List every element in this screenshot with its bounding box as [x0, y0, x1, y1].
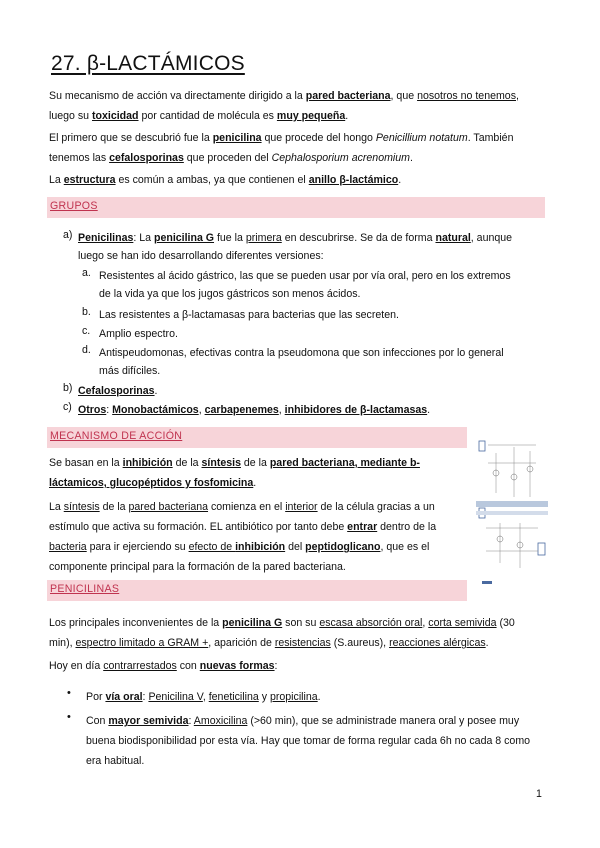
- section-header-grupos: [47, 197, 545, 218]
- emphasis: entrar: [347, 521, 378, 533]
- text: , aparición de: [208, 637, 275, 649]
- intro-paragraph-3: [49, 170, 549, 190]
- emphasis: vía oral: [105, 691, 143, 703]
- text: Su mecanismo de acción va directamente dirigido a la: [49, 90, 306, 102]
- text: Resistentes al ácido gástrico, las que se pueden usar por vía oral, pero en los extremos: [99, 270, 511, 282]
- sub-list-marker: a.: [82, 267, 91, 279]
- text: :: [274, 660, 278, 672]
- text: .: [154, 385, 158, 397]
- underlined-text: reacciones alérgicas: [389, 637, 486, 649]
- sub-list-marker: d.: [82, 344, 91, 356]
- emphasis: síntesis: [201, 457, 241, 469]
- text: (S.aureus),: [330, 637, 390, 649]
- text: Antispeudomonas, efectivas contra la pseudomona que son infecciones por lo general: [99, 347, 504, 359]
- bullet-icon: •: [67, 711, 71, 723]
- emphasis: natural: [435, 232, 471, 244]
- underlined-text: Amoxicilina: [193, 715, 248, 727]
- text: La: [49, 174, 64, 186]
- text: Se basan en la: [49, 457, 123, 469]
- section-title: PENICILINAS: [50, 583, 120, 595]
- text: .: [427, 404, 431, 416]
- emphasis: inhibidores de β-lactamasas: [284, 404, 428, 416]
- sub-list-marker: c.: [82, 325, 91, 337]
- text: min),: [49, 637, 76, 649]
- text: Hoy en día: [49, 660, 104, 672]
- underlined-text: pared bacteriana: [128, 501, 209, 513]
- text: , que: [390, 90, 418, 102]
- text: es común a ambas, ya que contienen el: [115, 174, 309, 186]
- emphasis: Penicilinas: [78, 232, 134, 244]
- text: para ir ejerciendo su: [86, 541, 189, 553]
- underlined-text: escasa absorción oral: [319, 617, 423, 629]
- text: que procede del hongo: [261, 132, 376, 144]
- text: (>60 min), que se administrade manera oral y posee muy: [247, 715, 520, 727]
- emphasis: muy pequeña: [276, 110, 346, 122]
- text: comienza en el: [208, 501, 286, 513]
- text: Por: [86, 691, 106, 703]
- text: de la vida ya que los jugos gástricos son menos ácidos.: [99, 288, 361, 300]
- text: del: [285, 541, 306, 553]
- text: era habitual.: [86, 755, 145, 767]
- text: .: [409, 152, 413, 164]
- italic-text: Cephalosporium acrenomium: [271, 152, 410, 164]
- underlined-text: corta semivida: [428, 617, 497, 629]
- sub-list-marker: b.: [82, 306, 91, 318]
- underlined-text: nosotros no tenemos: [417, 90, 516, 102]
- page-number: 1: [536, 788, 542, 800]
- section-header-penicilinas: [47, 580, 467, 601]
- text: en descubrirse. Se da de forma: [281, 232, 436, 244]
- text: La: [49, 501, 64, 513]
- underlined-text: primera: [245, 232, 282, 244]
- text: ,: [202, 691, 209, 703]
- emphasis: Monobactámicos: [112, 404, 199, 416]
- text: son su: [282, 617, 320, 629]
- emphasis: carbapenemes: [204, 404, 279, 416]
- section-header-mecanismo: [47, 427, 467, 448]
- bullet-item-via-oral: [86, 687, 546, 707]
- underlined-text: interior: [285, 501, 318, 513]
- cell-wall-synthesis-figure: [476, 433, 548, 591]
- underlined-text: Penicilina V: [148, 691, 203, 703]
- text: ,: [516, 90, 519, 102]
- list-item-otros: [78, 401, 538, 419]
- emphasis: anillo β-lactámico: [308, 174, 399, 186]
- underlined-text: síntesis: [63, 501, 100, 513]
- emphasis: nuevas formas: [199, 660, 275, 672]
- underlined-text: propicilina: [269, 691, 318, 703]
- text: .: [485, 637, 489, 649]
- text: de la: [240, 457, 270, 469]
- text: ,: [198, 404, 205, 416]
- emphasis: penicilina: [212, 132, 262, 144]
- text: buena biodisponibilidad por esta vía. Hay que tomar de forma regular cada 6h no cada 8 como: [86, 735, 531, 747]
- list-item-cefalosporinas: [78, 382, 538, 400]
- text: tenemos las: [49, 152, 110, 164]
- emphasis: toxicidad: [92, 110, 139, 122]
- section-title: GRUPOS: [50, 200, 98, 212]
- text: Los principales inconvenientes de la: [49, 617, 223, 629]
- text: ,: [278, 404, 285, 416]
- bullet-icon: •: [67, 687, 71, 699]
- section-title: MECANISMO DE ACCIÓN: [50, 430, 183, 442]
- list-marker: b): [63, 382, 73, 394]
- text: . También: [467, 132, 514, 144]
- text: .: [345, 110, 349, 122]
- emphasis: Otros: [78, 404, 107, 416]
- penicilinas-paragraph-1: [49, 613, 549, 653]
- underlined-text: contrarrestados: [103, 660, 177, 672]
- text: El primero que se descubrió fue la: [49, 132, 213, 144]
- emphasis: mayor semivida: [108, 715, 189, 727]
- text: :: [188, 715, 194, 727]
- underlined-text: efecto de: [188, 541, 236, 553]
- text: fue la: [214, 232, 246, 244]
- emphasis: peptidoglicano: [305, 541, 381, 553]
- text: , que es el: [380, 541, 430, 553]
- page-title: 27. β-LACTÁMICOS: [51, 52, 245, 75]
- emphasis: pared bacteriana: [305, 90, 391, 102]
- intro-paragraph-1: [49, 86, 549, 126]
- underlined-text: bacteria: [49, 541, 87, 553]
- text: .: [253, 477, 257, 489]
- mecanismo-paragraph-1: [49, 453, 466, 493]
- list-item-penicilinas: [78, 229, 538, 265]
- underlined-text: feneticilina: [208, 691, 259, 703]
- text: .: [398, 174, 402, 186]
- emphasis: láctamicos, glucopéptidos y fosfomicina: [49, 477, 254, 489]
- list-marker: c): [63, 401, 72, 413]
- text: con: [176, 660, 200, 672]
- text: (30: [496, 617, 515, 629]
- text: componente principal para la formación de la pared bacteriana.: [49, 561, 346, 573]
- text: y: [258, 691, 270, 703]
- text: luego se han ido desarrollando diferentes versiones:: [78, 250, 324, 262]
- sub-list-item: [99, 267, 544, 303]
- mecanismo-paragraph-2: [49, 497, 466, 577]
- sub-list-item: Amplio espectro.: [99, 328, 178, 340]
- text: por cantidad de molécula es: [138, 110, 277, 122]
- emphasis: Cefalosporinas: [78, 385, 155, 397]
- emphasis: penicilina G: [222, 617, 283, 629]
- text: de la célula gracias a un: [317, 501, 435, 513]
- penicilinas-paragraph-2: [49, 656, 549, 676]
- emphasis: inhibición: [235, 541, 286, 553]
- text: estímulo que activa su formación. EL antibiótico por tanto debe: [49, 521, 348, 533]
- text: , aunque: [470, 232, 513, 244]
- text: más difíciles.: [99, 365, 161, 377]
- text: :: [142, 691, 149, 703]
- emphasis: pared bacteriana, mediante b-: [269, 457, 420, 469]
- text: .: [317, 691, 321, 703]
- text: de la: [172, 457, 202, 469]
- underlined-text: resistencias: [274, 637, 331, 649]
- sub-list-item: Las resistentes a β-lactamasas para bacterias que las secreten.: [99, 309, 399, 321]
- text: de la: [99, 501, 129, 513]
- intro-paragraph-2: [49, 128, 549, 168]
- sub-list-item: [99, 344, 544, 380]
- underlined-text: espectro limitado a GRAM +: [75, 637, 209, 649]
- text: :: [106, 404, 113, 416]
- emphasis: estructura: [63, 174, 116, 186]
- list-marker: a): [63, 229, 73, 241]
- text: ,: [422, 617, 429, 629]
- text: : La: [133, 232, 154, 244]
- emphasis: cefalosporinas: [109, 152, 184, 164]
- bullet-item-mayor-semivida: [86, 711, 546, 771]
- text: dentro de la: [377, 521, 437, 533]
- emphasis: inhibición: [122, 457, 173, 469]
- text: luego su: [49, 110, 92, 122]
- text: que proceden del: [183, 152, 272, 164]
- emphasis: penicilina G: [153, 232, 215, 244]
- text: Con: [86, 715, 109, 727]
- italic-text: Penicillium notatum: [375, 132, 468, 144]
